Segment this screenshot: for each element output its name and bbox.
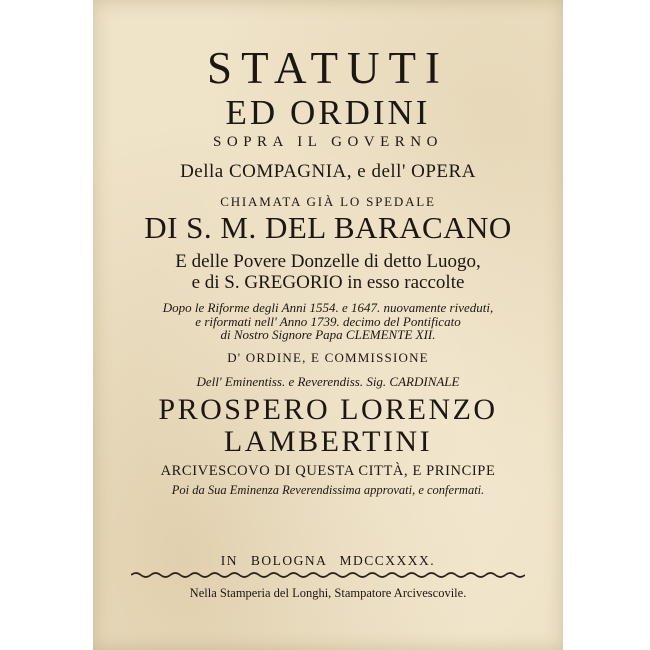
- imprint-place-date: IN BOLOGNA MDCCXXXX.: [220, 553, 436, 568]
- ornamental-rule: [131, 571, 525, 579]
- title-line-ed-ordini: ED ORDINI: [225, 93, 431, 132]
- text-riforme-1: Dopo le Riforme degli Anni 1554. e 1647. nuovamente riveduti,: [162, 300, 494, 315]
- subtitle-sopra-il-governo: SOPRA IL GOVERNO: [213, 134, 443, 150]
- title-page: [93, 0, 563, 650]
- text-arcivescovo: ARCIVESCOVO DI QUESTA CITTÀ, E PRINCIPE: [160, 463, 496, 479]
- subtitle-chiamata: CHIAMATA GIÀ LO SPEDALE: [220, 194, 436, 209]
- heading-baracano: DI S. M. DEL BARACANO: [144, 210, 512, 245]
- text-povere-donzelle: E delle Povere Donzelle di detto Luogo,: [175, 251, 481, 272]
- subtitle-compagnia-opera: Della COMPAGNIA, e dell' OPERA: [180, 161, 476, 182]
- heading-prospero-lorenzo: PROSPERO LORENZO: [158, 393, 498, 426]
- text-riforme-3: di Nostro Signore Papa CLEMENTE XII.: [220, 327, 436, 342]
- text-d-ordine: D' ORDINE, E COMMISSIONE: [227, 350, 429, 365]
- text-eminentiss: Dell' Eminentiss. e Reverendiss. Sig. CARDINALE: [196, 374, 460, 389]
- imprint-printer: Nella Stamperia del Longhi, Stampatore Arcivescovile.: [189, 586, 467, 600]
- text-s-gregorio: e di S. GREGORIO in esso raccolte: [191, 272, 465, 293]
- text-approvati: Poi da Sua Eminenza Reverendissima approvati, e confermati.: [171, 483, 485, 497]
- title-line-statuti: STATUTI: [207, 43, 449, 93]
- text-riforme-2: e riformati nell' Anno 1739. decimo del Pontificato: [195, 314, 461, 329]
- heading-lambertini: LAMBERTINI: [223, 425, 433, 458]
